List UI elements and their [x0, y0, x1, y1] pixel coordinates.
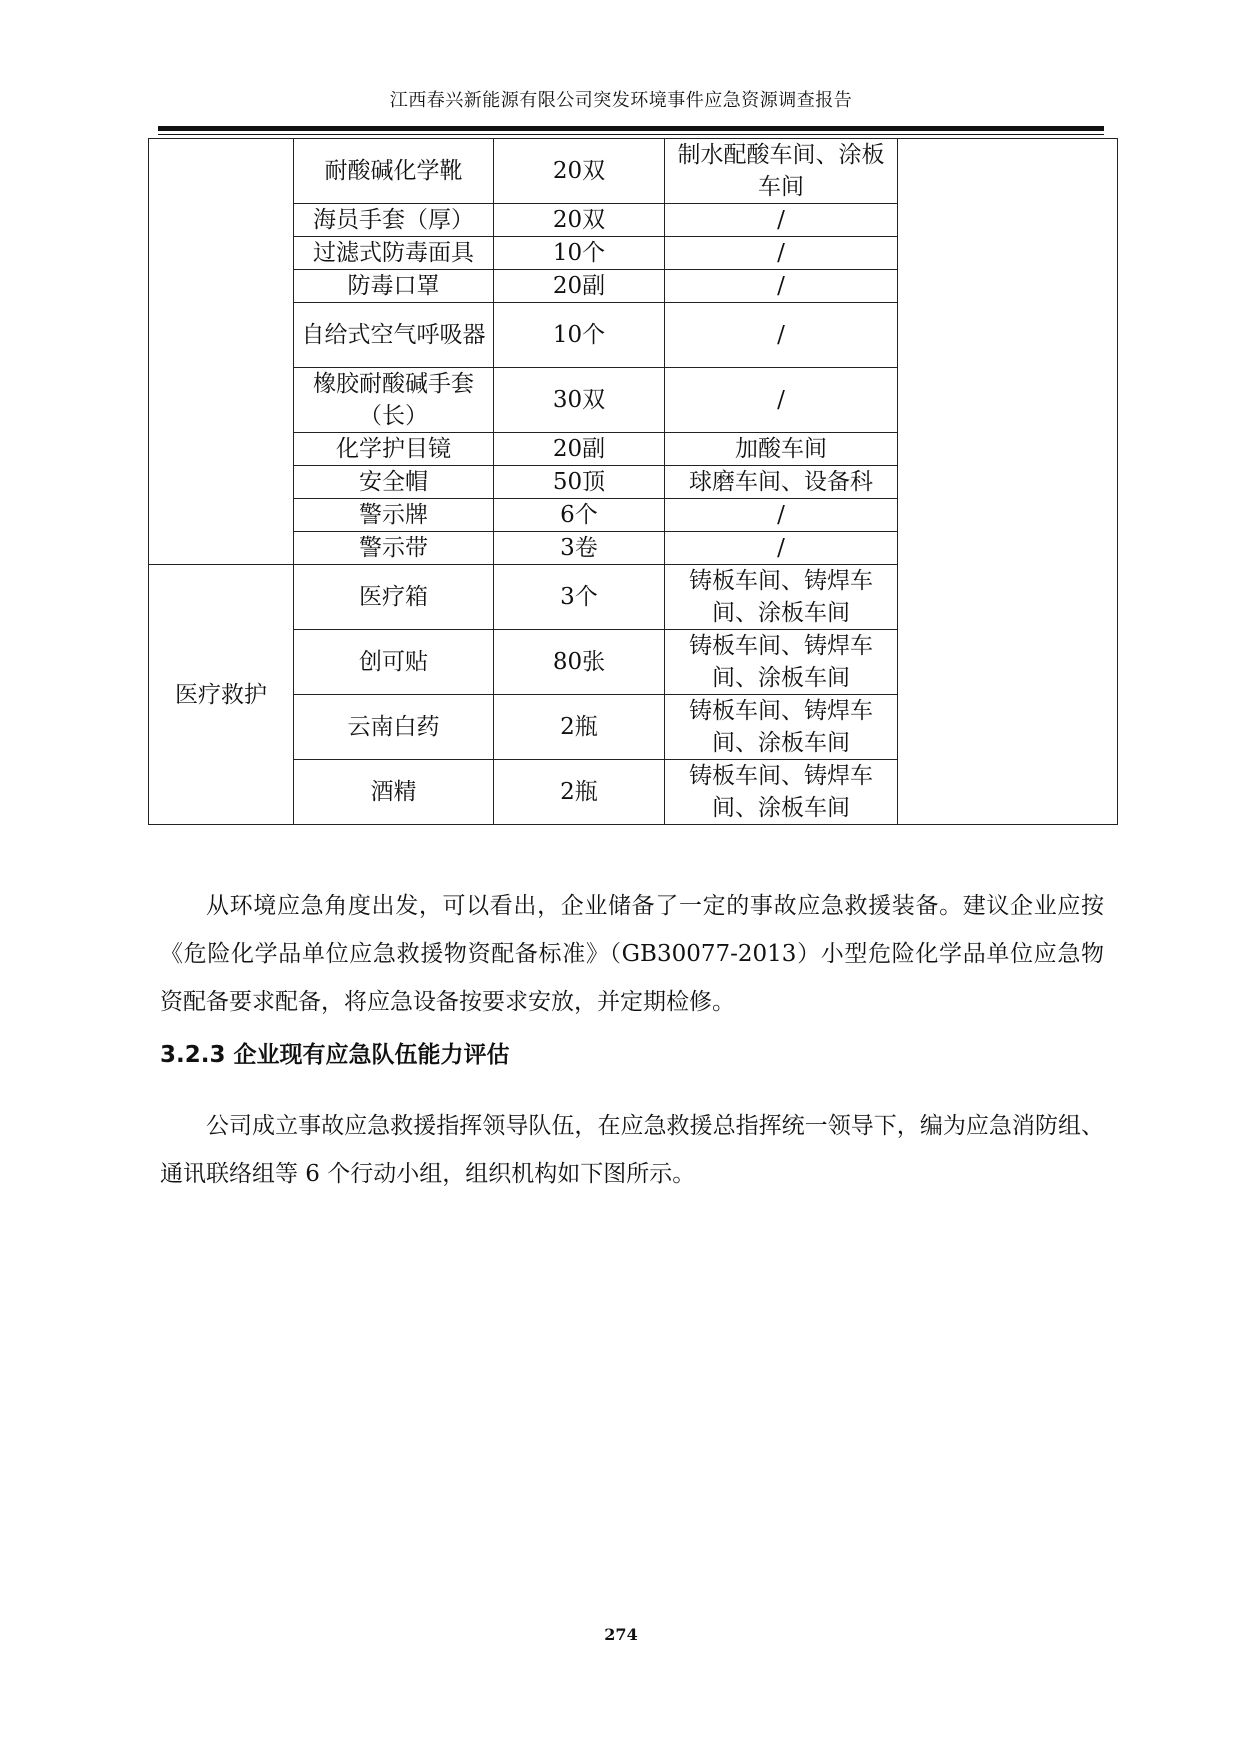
item-name: 云南白药 — [294, 695, 494, 760]
body-paragraph: 从环境应急角度出发，可以看出，企业储备了一定的事故应急救援装备。建议企业应按《危险化学品单位应急救援物资配备标准》（GB30077-2013）小型危险化学品单位应急物资配备要求配备，将应急设备按要求安放，并定期检修。 — [160, 893, 1104, 1015]
header-rule — [158, 126, 1104, 131]
item-quantity: 20副 — [494, 270, 665, 303]
item-quantity: 3卷 — [494, 532, 665, 565]
item-name: 自给式空气呼吸器 — [294, 303, 494, 368]
body-paragraph: 公司成立事故应急救援指挥领导队伍，在应急救援总指挥统一领导下，编为应急消防组、通讯联络组等 6 个行动小组，组织机构如下图所示。 — [160, 1113, 1104, 1187]
item-location: 铸板车间、铸焊车间、涂板车间 — [665, 760, 898, 825]
item-name: 橡胶耐酸碱手套（长） — [294, 368, 494, 433]
item-location: 铸板车间、铸焊车间、涂板车间 — [665, 695, 898, 760]
header-rule-thin — [158, 134, 1104, 135]
emergency-resource-table — [148, 138, 1118, 825]
category-cell-protection — [149, 139, 294, 565]
page-number: 274 — [604, 1625, 638, 1644]
category-cell-medical: 医疗救护 — [149, 565, 294, 825]
item-quantity: 80张 — [494, 630, 665, 695]
item-quantity: 20双 — [494, 204, 665, 237]
item-name: 创可贴 — [294, 630, 494, 695]
table-row — [149, 139, 1118, 204]
item-name: 医疗箱 — [294, 565, 494, 630]
item-location: / — [665, 237, 898, 270]
item-quantity: 2瓶 — [494, 695, 665, 760]
item-location: 加酸车间 — [665, 433, 898, 466]
item-name: 安全帽 — [294, 466, 494, 499]
item-location: 铸板车间、铸焊车间、涂板车间 — [665, 565, 898, 630]
page-header-title: 江西春兴新能源有限公司突发环境事件应急资源调查报告 — [389, 90, 853, 111]
item-name: 海员手套（厚） — [294, 204, 494, 237]
item-quantity: 20副 — [494, 433, 665, 466]
item-quantity: 30双 — [494, 368, 665, 433]
section-heading: 3.2.3 企业现有应急队伍能力评估 — [160, 1042, 510, 1068]
item-quantity: 6个 — [494, 499, 665, 532]
item-name: 警示带 — [294, 532, 494, 565]
item-location: / — [665, 368, 898, 433]
item-location: / — [665, 270, 898, 303]
item-location: 铸板车间、铸焊车间、涂板车间 — [665, 630, 898, 695]
item-name: 警示牌 — [294, 499, 494, 532]
item-quantity: 2瓶 — [494, 760, 665, 825]
item-name: 化学护目镜 — [294, 433, 494, 466]
item-name: 过滤式防毒面具 — [294, 237, 494, 270]
item-location: 制水配酸车间、涂板车间 — [665, 139, 898, 204]
item-location: / — [665, 204, 898, 237]
item-name: 防毒口罩 — [294, 270, 494, 303]
item-location: / — [665, 532, 898, 565]
item-location: 球磨车间、设备科 — [665, 466, 898, 499]
item-quantity: 3个 — [494, 565, 665, 630]
item-location: / — [665, 499, 898, 532]
item-quantity: 10个 — [494, 237, 665, 270]
item-location: / — [665, 303, 898, 368]
item-name: 酒精 — [294, 760, 494, 825]
remarks-cell — [898, 139, 1118, 825]
item-quantity: 50顶 — [494, 466, 665, 499]
item-quantity: 10个 — [494, 303, 665, 368]
item-quantity: 20双 — [494, 139, 665, 204]
item-name: 耐酸碱化学靴 — [294, 139, 494, 204]
